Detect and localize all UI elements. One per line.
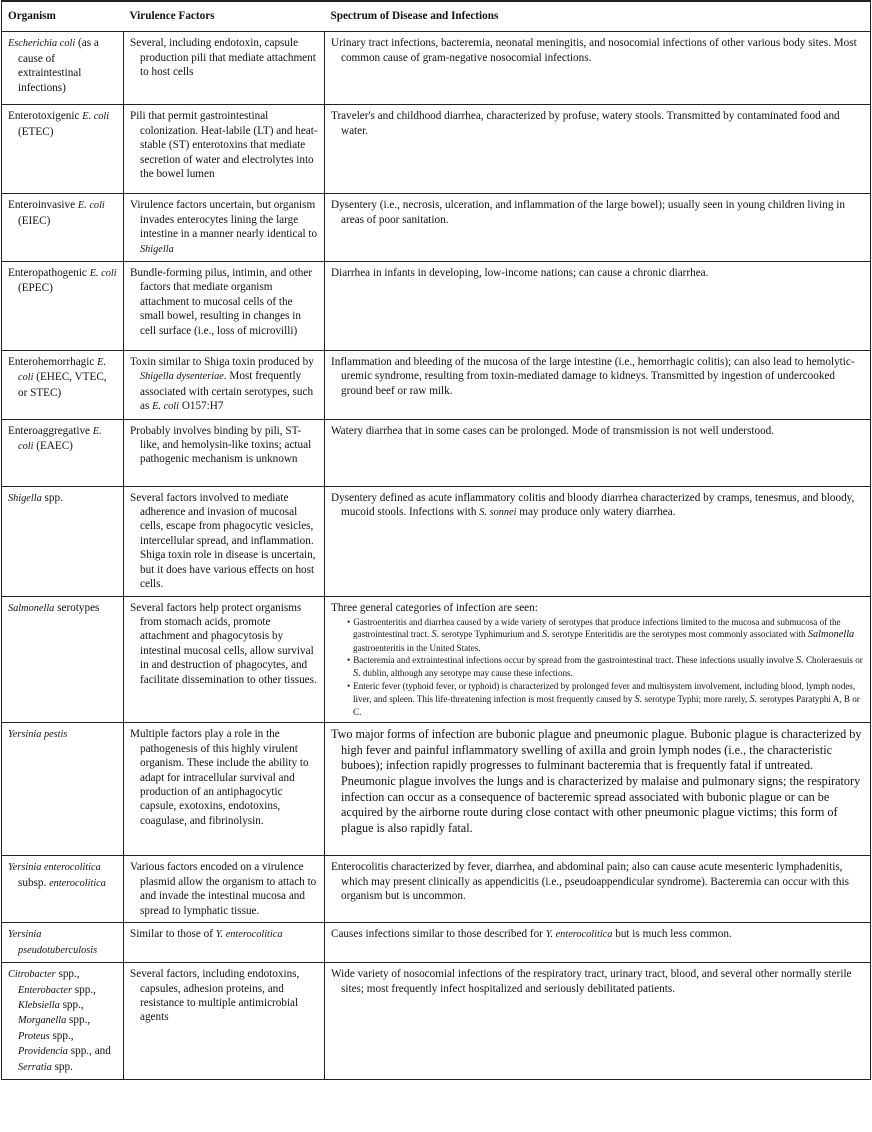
organism-name: Serratia xyxy=(18,1061,52,1073)
table-row xyxy=(2,486,871,596)
virulence-text: Multiple factors play a role in the pathogenesis of this highly virulent organism. These include the ability to adapt for intracellular survival and production of an antiphagocytic capsule, exotoxins, endotoxins, coagulase, and fibrinolysin. xyxy=(130,728,309,827)
disease-bullet-list xyxy=(331,616,865,718)
virulence-text: O157:H7 xyxy=(179,400,224,413)
disease-cell xyxy=(325,419,871,486)
virulence-text: Several factors, including endotoxins, capsules, adhesion proteins, and resistance to multiple antimicrobial agents xyxy=(130,968,300,1024)
organism-prefix: Enterotoxigenic xyxy=(8,110,83,123)
virulence-text: Toxin similar to Shiga toxin produced by xyxy=(130,356,314,369)
disease-cell xyxy=(325,262,871,351)
organism-cell xyxy=(2,194,124,262)
disease-intro: Three general categories of infection are seen: xyxy=(331,601,538,614)
table-row xyxy=(2,419,871,486)
virulence-italic: Shigella xyxy=(140,243,174,255)
table-row xyxy=(2,32,871,105)
header-row xyxy=(2,1,871,32)
disease-cell xyxy=(325,105,871,194)
organism-cell xyxy=(2,419,124,486)
virulence-cell xyxy=(124,262,325,351)
virulence-cell xyxy=(124,419,325,486)
header-organism: Organism xyxy=(2,1,124,32)
disease-bullet: • Gastroenteritis and diarrhea caused by a wide variety of serotypes that produce infections limited to the mucosa and submucosa of the gastrointestinal tract. S. serotype Typhimurium and S. serotype Enteritidis are the serotypes most commonly associated with Salmonella gastroenteritis in the United States. xyxy=(345,616,865,654)
organism-name: Klebsiella xyxy=(18,999,60,1011)
disease-italic: S. sonnei xyxy=(479,507,517,519)
organism-qualifier: (EAEC) xyxy=(33,440,73,453)
virulence-cell xyxy=(124,486,325,596)
disease-text: Dysentery defined as acute inflammatory colitis and bloody diarrhea characterized by cramps, tenesmus, and bloody, mucoid stools. Infections with xyxy=(331,491,855,519)
organism-name: E. coli xyxy=(77,200,105,212)
table-row xyxy=(2,723,871,856)
disease-cell xyxy=(325,32,871,105)
disease-cell xyxy=(325,963,871,1080)
virulence-italic: E. coli xyxy=(152,401,180,413)
disease-text: Urinary tract infections, bacteremia, neonatal meningitis, and nosocomial infections of other various body sites. Most common cause of gram-negative nosocomial infections. xyxy=(331,37,857,64)
organism-cell xyxy=(2,105,124,194)
disease-bullet: • Enteric fever (typhoid fever, or typhoid) is characterized by prolonged fever and multisystem involvement, including blood, lymph nodes, liver, and spleen. This life-threatening infection is most frequently caused by S. serotype Typhi; more rarely, S. serotypes Paratyphi A, B or C. xyxy=(345,680,865,718)
organism-cell xyxy=(2,486,124,596)
virulence-text: Various factors encoded on a virulence plasmid allow the organism to attach to and invade the intestinal mucosa and spread to lymphatic tissue. xyxy=(130,861,317,917)
disease-text: may produce only watery diarrhea. xyxy=(516,506,676,519)
disease-text: Diarrhea in infants in developing, low-income nations; can cause a chronic diarrhea. xyxy=(331,267,709,280)
virulence-cell xyxy=(124,856,325,923)
table-row xyxy=(2,923,871,963)
disease-text: Two major forms of infection are bubonic plague and pneumonic plague. Bubonic plague is characterized by high fever and painful inflammatory swelling of axilla and groin lymph nodes (i.e., the characteristic buboes); infection rapidly progresses to fulminant bacteremia that is frequently fatal if untreated. Pneumonic plague involves the lungs and is characterized by malaise and pulmonary signs; the respiratory infection can occur as a consequence of bacteremic spread associated with bubonic plague or can be acquired by the airborne route during close contact with other pneumonic plague victims; this form of plague is also rapidly fatal. xyxy=(331,727,862,835)
virulence-cell xyxy=(124,105,325,194)
organism-name: Yersinia pseudotuberculosis xyxy=(8,929,98,956)
disease-cell xyxy=(325,923,871,963)
disease-text: Inflammation and bleeding of the mucosa of the large intestine (i.e., hemorrhagic colitis); can also lead to hemolytic-uremic syndrome, resulting from toxin-mediated damage to kidneys. Transmitted by ingestion of undercooked ground beef or raw milk. xyxy=(331,356,855,397)
disease-cell xyxy=(325,856,871,923)
organism-qualifier: spp. xyxy=(41,491,63,504)
organism-cell xyxy=(2,262,124,351)
virulence-text: Several, including endotoxin, capsule production pili that mediate attachment to host cells xyxy=(130,37,316,79)
organism-name: E. coli xyxy=(89,268,117,280)
disease-text: Traveler's and childhood diarrhea, characterized by profuse, watery stools. Transmitted by contaminated food and water. xyxy=(331,110,840,137)
table-row xyxy=(2,856,871,923)
organism-prefix: Enteroinvasive xyxy=(8,199,78,212)
organism-prefix: Enteroaggregative xyxy=(8,424,93,437)
organism-name: E. coli xyxy=(82,111,110,123)
virulence-cell xyxy=(124,596,325,723)
organism-prefix: Enteropathogenic xyxy=(8,267,90,280)
organism-cell xyxy=(2,923,124,963)
disease-italic: Y. enterocolitica xyxy=(545,929,613,941)
disease-text: Enterocolitis characterized by fever, diarrhea, and abdominal pain; also can cause acute mesenteric lymphadenitis, which may present clinically as appendicitis (i.e., pseudoappendicular syndrome). Bacteremia can occur with this organism but is uncommon. xyxy=(331,861,849,903)
organism-subspecies: enterocolitica xyxy=(49,877,106,889)
disease-text: Causes infections similar to those described for xyxy=(331,928,546,941)
enterobacteriaceae-table xyxy=(1,0,871,1080)
organism-name: Morganella xyxy=(18,1015,67,1027)
virulence-text: Similar to those of xyxy=(130,928,216,941)
virulence-text: Pili that permit gastrointestinal colonization. Heat-labile (LT) and heat-stable (ST) enterotoxins that mediate secretion of water and electrolytes into the bowel lumen xyxy=(130,110,318,181)
organism-cell: Citrobacter spp., Enterobacter spp., Klebsiella spp., Morganella spp., Proteus spp., Providencia spp., and Serratia spp. xyxy=(2,963,124,1080)
organism-name: Salmonella xyxy=(8,602,55,614)
organism-name: Citrobacter xyxy=(8,969,56,981)
disease-text: Watery diarrhea that in some cases can be prolonged. Mode of transmission is not well understood. xyxy=(331,424,775,437)
header-virulence-factors: Virulence Factors xyxy=(124,1,325,32)
organism-name: Escherichia coli xyxy=(8,38,76,50)
organism-prefix: Enterohemorrhagic xyxy=(8,356,98,369)
virulence-italic: Y. enterocolitica xyxy=(215,929,283,941)
organism-cell xyxy=(2,32,124,105)
organism-cell xyxy=(2,351,124,420)
organism-qualifier: subsp. xyxy=(18,876,50,889)
organism-name: Yersinia enterocolitica xyxy=(8,862,101,874)
virulence-cell xyxy=(124,963,325,1080)
virulence-cell xyxy=(124,194,325,262)
disease-cell xyxy=(325,351,871,420)
organism-qualifier: (as a cause of extraintestinal infections) xyxy=(18,37,99,94)
organism-name: E. coli xyxy=(18,357,107,384)
table-row xyxy=(2,596,871,723)
disease-text: but is much less common. xyxy=(612,928,732,941)
table-row xyxy=(2,194,871,262)
organism-qualifier: (EHEC, VTEC, or STEC) xyxy=(18,371,107,399)
organism-cell xyxy=(2,723,124,856)
table-row xyxy=(2,351,871,420)
organism-name: Yersinia pestis xyxy=(8,729,68,741)
table-row xyxy=(2,963,871,1080)
virulence-text: Probably involves binding by pili, ST-like, and hemolysin-like toxins; actual pathogenic mechanism is unknown xyxy=(130,424,312,466)
organism-name: Shigella xyxy=(8,492,42,504)
organism-name: Enterobacter xyxy=(18,984,72,996)
organism-qualifier: (ETEC) xyxy=(18,125,54,138)
disease-text: Dysentery (i.e., necrosis, ulceration, and inflammation of the large bowel); usually seen in young children living in areas of poor sanitation. xyxy=(331,199,845,226)
virulence-text: . Most frequently associated with certain serotypes, such as xyxy=(140,370,314,413)
disease-cell xyxy=(325,486,871,596)
organism-name: Proteus xyxy=(18,1030,50,1042)
disease-text: Wide variety of nosocomial infections of the respiratory tract, urinary tract, blood, and several other normally sterile sites; most frequently infect hospitalized and seriously debilitated patients. xyxy=(331,968,852,995)
virulence-cell xyxy=(124,723,325,856)
organism-cell xyxy=(2,596,124,723)
virulence-text: Virulence factors uncertain, but organism invades enterocytes lining the large intestine in a manner nearly identical to xyxy=(130,199,318,241)
disease-cell xyxy=(325,723,871,856)
virulence-cell xyxy=(124,351,325,420)
virulence-text: Bundle-forming pilus, intimin, and other factors that mediate organism attachment to mucosal cells of the small bowel, resulting in changes in cell surface (i.e., loss of microvilli) xyxy=(130,267,313,337)
organism-qualifier: (EPEC) xyxy=(18,282,53,295)
table-row xyxy=(2,105,871,194)
virulence-cell xyxy=(124,923,325,963)
disease-cell xyxy=(325,194,871,262)
organism-qualifier: (EIEC) xyxy=(18,214,51,227)
disease-bullet: • Bacteremia and extraintestinal infections occur by spread from the gastrointestinal tract. These infections usually involve S. Choleraesuis or S. dublin, although any serotype may cause these infections. xyxy=(345,654,865,681)
table-row xyxy=(2,262,871,351)
virulence-text: Several factors help protect organisms from stomach acids, promote attachment and phagocytosis by intestinal mucosal cells, allow survival in and destruction of phagocytes, and facilitate dissemination to other tissues. xyxy=(130,601,317,686)
organism-name: E. coli xyxy=(18,425,102,453)
organism-name: Providencia xyxy=(18,1046,68,1058)
organism-cell xyxy=(2,856,124,923)
virulence-text: Several factors involved to mediate adherence and invasion of mucosal cells, escape from phagocytic vesicles, intercellular spread, and inflammation. Shiga toxin role in disease is uncertain, but it does have various effects on host cells. xyxy=(130,491,316,591)
disease-cell xyxy=(325,596,871,723)
virulence-cell xyxy=(124,32,325,105)
organism-qualifier: serotypes xyxy=(54,601,100,614)
header-spectrum-of-disease: Spectrum of Disease and Infections xyxy=(325,1,871,32)
virulence-italic: Shigella dysenteriae xyxy=(140,371,224,383)
